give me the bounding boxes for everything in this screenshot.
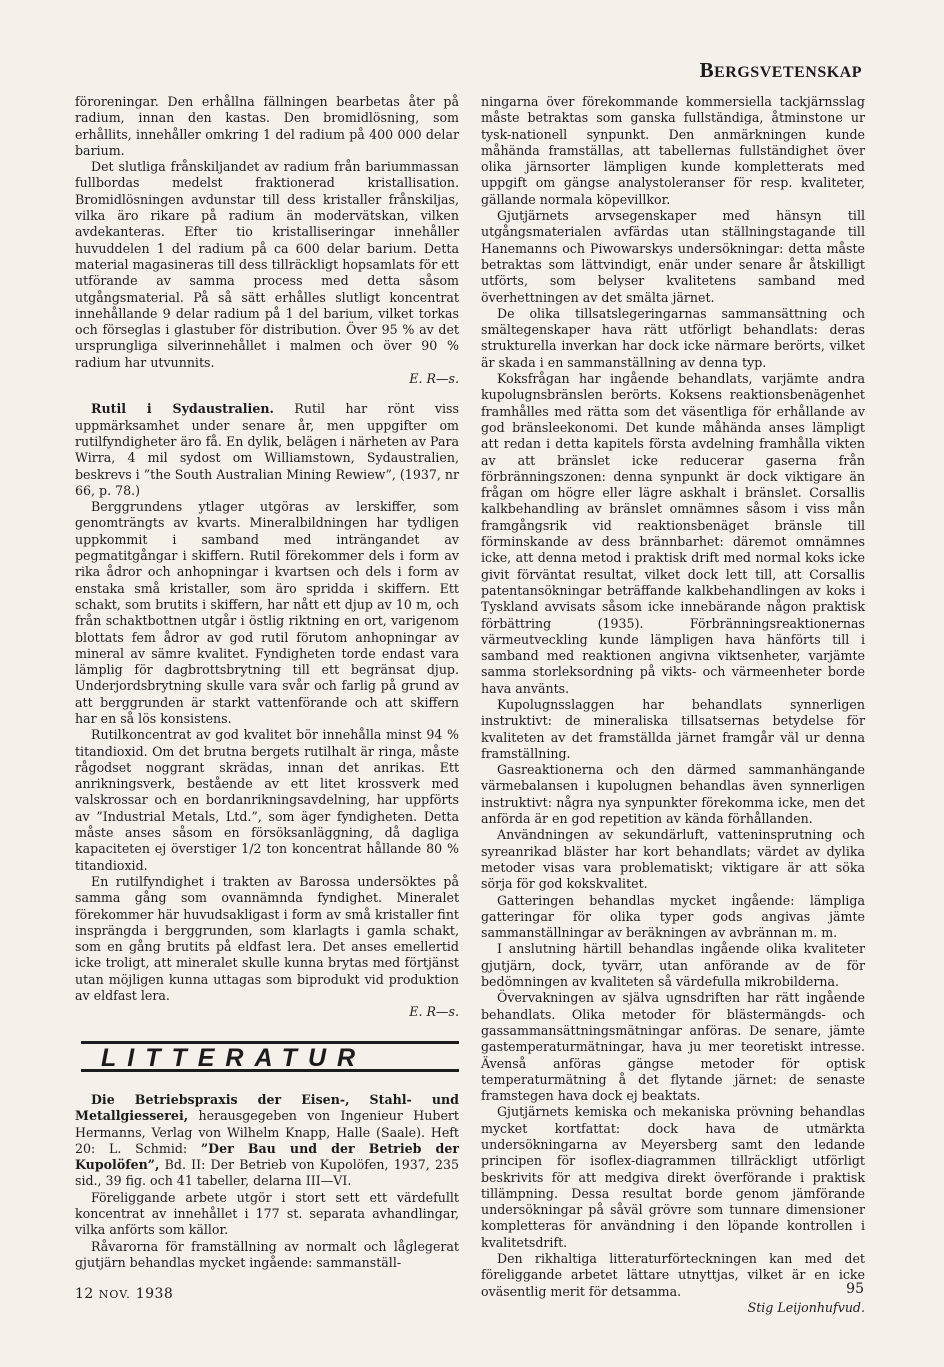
paragraph: Den rikhaltiga litteraturförteckningen kan med det föreliggande arbetet lättare utnyttjas, vilket är en icke oväsentlig merit för detsamma. — [481, 1251, 865, 1299]
paragraph: Övervakningen av själva ugnsdriften har rätt ingående behandlats. Olika metoder för blästermängds- och gassammansättningsmätningar anföras. De senare, jämte gastemperaturmätningar, hava ju mer teoretiskt intresse. Ävenså anföras gängse metoder för optisk temperaturmätning å det flytande järnet: de senaste framstegen hava dock ej beaktats. — [481, 990, 865, 1104]
paragraph: Koksfrågan har ingående behandlats, varjämte andra kupolugnsbränslen berörts. Koksens reaktionsbenägenhet framhålles med rätta som det väsentliga för erhållande av god bränsleekonomi. Det kunde måhända anses lämpligt att redan i detta kapitels första avdelning framhålla vikten av att bränslet icke reducerar gaserna från förbränningszonen: denna synpunkt är dock viktigare än frågan om högre eller lägre askhalt i bränslet. Corsallis kalkbehandling av bränslet omnämnes såsom i viss mån framgångsrik vid reaktionsbenäget bränsle till förminskande av dess brännbarhet: däremot omnämnes icke, att denna metod i praktisk drift med normal koks icke givit förväntat resultat, vilket dock lett till, att Corsallis patentansökningar beträffande kalkbehandlingen av koks i Tyskland avvisats såsom icke innebärande någon praktisk förbättring (1935). Förbränningsreaktionernas värmeutveckling kunde lämpligen hava hänförts till i samband med reaktionen angivna viktsenheter, varjämte samma storleksordning på vikts- och värmeenheter borde hava använts. — [481, 371, 865, 696]
paragraph: Gasreaktionerna och den därmed sammanhängande värmebalansen i kupolugnen behandlas även synnerligen instruktivt: några nya synpunkter förekomma icke, men det anförda är en god repetition av kända förhållanden. — [481, 762, 865, 827]
article-heading: Rutil i Sydaustralien. — [91, 401, 274, 417]
paragraph: I anslutning härtill behandlas ingående olika kvaliteter gjutjärn, dock, tyvärr, utan anförande av de för bedömningen av kvaliteten så värdefulla mikrobilderna. — [481, 941, 865, 990]
issue-year: 1938 — [135, 1286, 174, 1302]
running-head — [0, 58, 862, 83]
paragraph: Rutilkoncentrat av god kvalitet bör innehålla minst 94 % titandioxid. Om det brutna bergets rutilhalt är ringa, måste rågodset noggrant skrädas, innan det anrikas. Ett anrikningsverk, bestående av ett litet krossverk med valskrossar och en bordanrikningsavdelning, har uppförts av ”Industrial Metals, Ltd.”, som äger fyndigheten. Detta måste anses såsom en försöksanläggning, då dagliga kapaciteten ej överstiger 1/2 ton koncentrat hållande 80 % titandioxid. — [75, 727, 459, 873]
paragraph: Det slutliga frånskiljandet av radium från bariummassan fullbordas medelst fraktionerad kristallisation. Bromidlösningen avdunstar till dess kristaller frånskiljas, vilka äro rikare på radium än modervätskan, vilken avdekanteras. Efter tio kristalliseringar innehåller huvuddelen 1 del radium på ca 600 delar barium. Detta material magasineras till dess tillräckligt hopsamlats för ett utförande av samma process med detta såsom utgångsmaterial. På så sätt erhålles slutligt koncentrat innehållande 9 delar radium på 1 del barium, vilket torkas och förseglas i glastuber för distribution. Över 95 % av det ursprungliga silverinnehållet i malmen och över 90 % radium har utvunnits. — [75, 159, 459, 370]
signature: Stig Leijonhufvud. — [747, 1299, 865, 1315]
book-subtitle: ”Der Bau und der Betrieb der Kupolöfen”, — [75, 1140, 459, 1173]
section-title: LITTERATUR — [101, 1043, 367, 1072]
article-intro-text: Rutil har rönt viss uppmärksamhet under senare år, men uppgifter om rutilfyndigheter äro få. En dylik, belägen i närheten av Para Wirra, 4 mil sydost om Williamstown, Sydaustralien, beskrevs i ”the South Australian Mining Rewiew”, (1937, nr 66, p. 78.) — [75, 401, 459, 498]
article-intro — [75, 401, 459, 499]
section-banner — [81, 1041, 459, 1072]
paragraph: ningarna över förekommande kommersiella tackjärnsslag måste betraktas som ganska fullständiga, åtminstone ur tysk-nationell synpunkt. Den anmärkningen kunde måhända framställas, att tabellernas fullständighet över olika järnsorter lämpligen kunde kompletterats med uppgift om gängse analystoleranser för resp. kvaliteter, gällande normala köpevillkor. — [481, 94, 865, 207]
book-editor: herausgegeben von Ingenieur Hubert Hermanns, Verlag von Wilhelm Knapp, Halle (Saale). Heft 20: L. Schmid: — [75, 1108, 459, 1156]
paragraph: Råvarorna för framställning av normalt och låglegerat gjutjärn behandlas mycket ingående: sammanställ- — [75, 1238, 459, 1270]
paragraph: Gjutjärnets arvsegenskaper med hänsyn till utgångsmaterialen avfärdas utan ställningstagande till Hanemanns och Piwowarskys undersökningar: detta måste betraktas som lättvindigt, enär under senare år åtskilligt utförts, som belyser kvalitetens samband med överhettningen av det smälta järnet. — [481, 208, 865, 305]
paragraph: De olika tillsatslegeringarnas sammansättning och smältegenskaper hava rätt utförligt behandlats: deras strukturella inverkan har dock icke närmare berörts, vilket är skada i en sammanställning av denna typ. — [481, 305, 865, 370]
book-title: Die Betriebspraxis der Eisen-, Stahl- und Metallgiesserei, — [75, 1091, 459, 1124]
paragraph: En rutilfyndighet i trakten av Barossa undersöktes på samma gång som ovannämnda fyndighet. Mineralet förekommer här huvudsakligast i form av små kristaller fint insprängda i berggrunden, som klarlagts i gamla schakt, som en gång brutits på eldfast lera. Det anses emellertid icke troligt, att mineralet skulle kunna brytas med förtjänst utan möjligen kunna uttagas som biprodukt vid produktion av eldfast lera. — [75, 873, 459, 1004]
paragraph: Användningen av sekundärluft, vatteninsprutning och syreanrikad bläster har kort behandlats; värdet av dylika metoder visas vara problematiskt; viktigare är att söka sörja för god kokskvalitet. — [481, 827, 865, 892]
paragraph: föroreningar. Den erhållna fällningen bearbetas åter på radium, innan den kastas. Den bromidlösning, som erhållits, innehåller omkring 1 del radium på 400 000 delar barium. — [75, 94, 459, 158]
issue-month: NOV. — [98, 1288, 131, 1301]
paragraph: Gatteringen behandlas mycket ingående: lämpliga gatteringar för olika typer gods angivas jämte sammanställningar av beräkningen av avbrännan m. m. — [481, 892, 865, 941]
issue-day: 12 — [75, 1286, 94, 1302]
paragraph: Föreliggande arbete utgör i stort sett ett värdefullt koncentrat av innehållet i 177 st. separata avhandlingar, vilka anförts som källor. — [75, 1189, 459, 1238]
signature: E. R—s. — [409, 371, 459, 387]
book-citation — [75, 1092, 459, 1190]
left-column — [75, 94, 459, 1271]
page-number: 95 — [846, 1281, 864, 1297]
issue-date — [75, 1286, 173, 1302]
running-head-initial: B — [699, 58, 715, 82]
paragraph: Kupolugnsslaggen har behandlats synnerligen instruktivt: de mineraliska tillsatsernas betydelse för kvaliteten av det framställda järnet framgår väl ur denna framställning. — [481, 696, 865, 761]
right-column — [481, 94, 865, 1316]
paragraph: Gjutjärnets kemiska och mekaniska prövning behandlas mycket kortfattat: dock hava de utmärkta undersökningarna av Meyersberg samt den ledande principen för isoflex-diagrammen tillräckligt utförligt beskrivits för att medgiva direkt överförande i praktisk tillämpning. Dessa resultat borde genom jämförande undersökningar på såväl grövre som tunnare dimensioner kompletteras för användning i den löpande kontrollen i kvalitetsdrift. — [481, 1104, 865, 1250]
signature: E. R—s. — [409, 1004, 459, 1020]
book-details: Bd. II: Der Betrieb von Kupolöfen, 1937, 235 sid., 39 fig. och 41 tabeller, delarna III—VI. — [75, 1157, 459, 1189]
running-head-rest: ERGSVETENSKAP — [714, 64, 862, 81]
paragraph: Berggrundens ytlager utgöras av lerskiffer, som genomträngts av kvarts. Mineralbildningen har tydligen uppkommit i samband med inträngandet av pegmatitgångar i skiffern. Rutil förekommer dels i form av rika ådror och anhopningar i kvartsen och dels i form av enstaka små kristaller, som äro spridda i skiffern. Ett schakt, som brutits i skiffern, har nått ett djup av 10 m, och från schaktbottnen utgår i östlig riktning en ort, varigenom blottats fem ådror av god rutil förutom anhopningar av mineral av sämre kvalitet. Fyndigheten torde endast vara lämplig för dagbrottsbrytning till ett begränsat djup. Underjordsbrytning skulle vara svår och farlig på grund av att berggrunden är starkt vattenförande och att skiffern har en så lös konsistens. — [75, 499, 459, 726]
